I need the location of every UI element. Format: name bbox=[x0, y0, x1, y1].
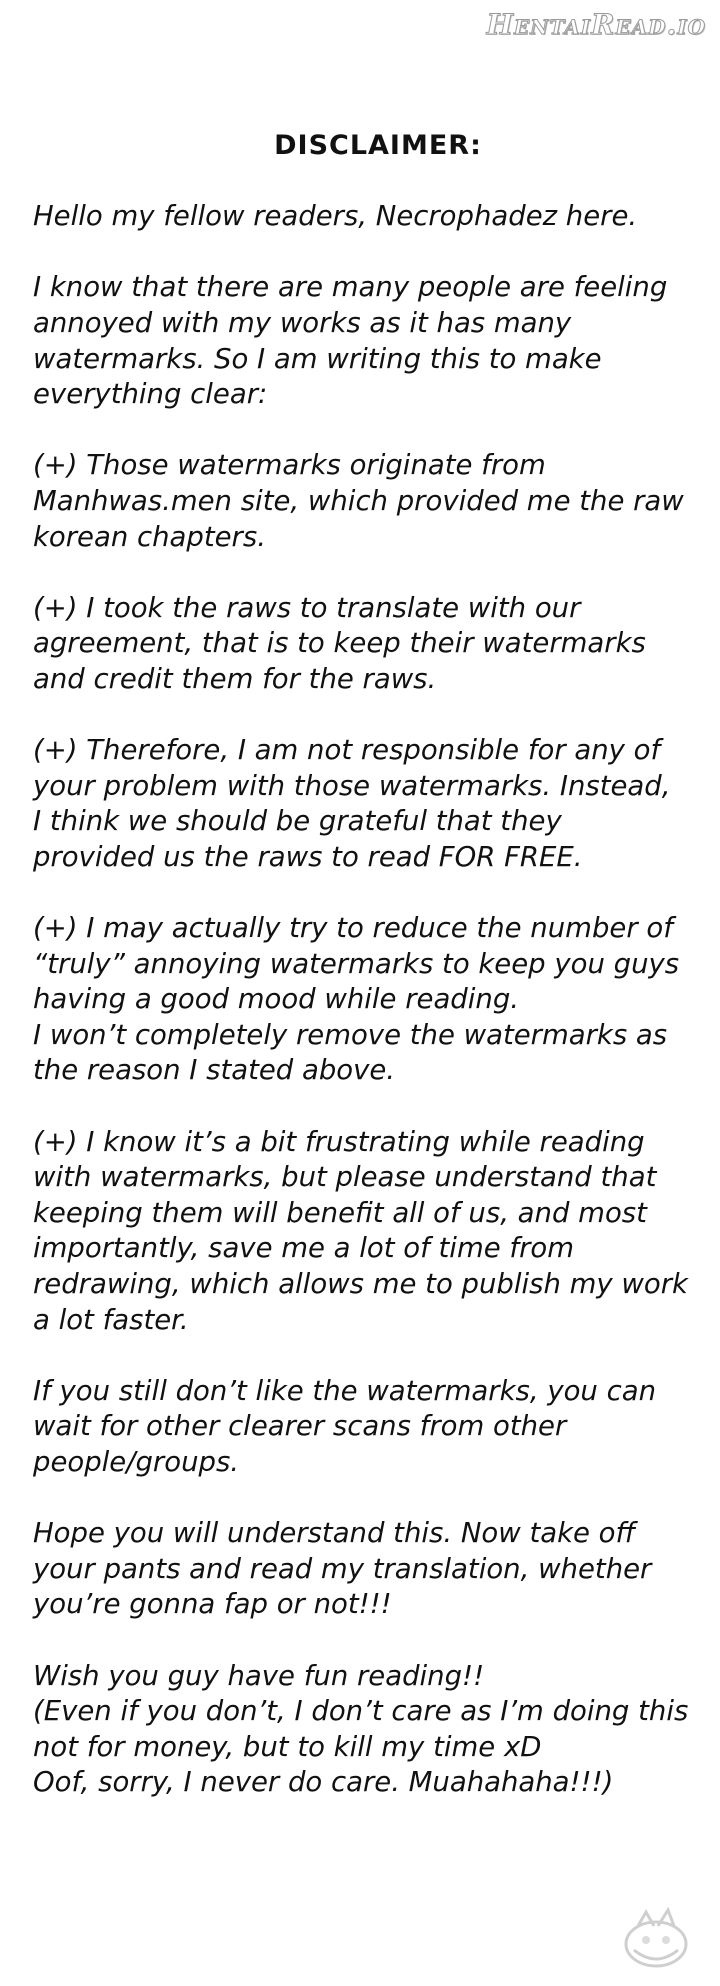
text-line: your pants and read my translation, whether bbox=[33, 1552, 652, 1585]
paragraph-point-agreement bbox=[33, 591, 693, 698]
paragraph-greeting bbox=[33, 199, 693, 235]
text-line: Hello my fellow readers, Necrophadez here. bbox=[33, 200, 638, 233]
text-line: annoyed with my works as it has many bbox=[33, 306, 572, 339]
text-line: agreement, that is to keep their watermarks bbox=[33, 627, 646, 660]
paragraph-point-frustrating bbox=[33, 1125, 693, 1339]
text-line: I won’t completely remove the watermarks as bbox=[33, 1018, 668, 1051]
paragraph-point-reduce bbox=[33, 911, 693, 1089]
text-line: (+) I know it’s a bit frustrating while reading bbox=[33, 1125, 645, 1158]
paragraph-point-origin bbox=[33, 448, 693, 555]
text-line: I think we should be grateful that they bbox=[33, 805, 562, 838]
text-line: (+) Those watermarks originate from bbox=[33, 449, 546, 482]
site-watermark: HentaiRead.io bbox=[486, 8, 706, 41]
text-line: your problem with those watermarks. Instead, bbox=[33, 769, 671, 802]
text-line: (+) I took the raws to translate with our bbox=[33, 591, 581, 624]
text-line: keeping them will benefit all of us, and most bbox=[33, 1196, 647, 1229]
text-line: (+) Therefore, I am not responsible for any of bbox=[33, 734, 661, 767]
text-line: provided us the raws to read FOR FREE. bbox=[33, 840, 583, 873]
paragraph-alternatives bbox=[33, 1374, 693, 1481]
disclaimer-title: DISCLAIMER: bbox=[274, 130, 482, 161]
text-line: Wish you guy have fun reading!! bbox=[33, 1659, 485, 1692]
paragraph-point-responsibility bbox=[33, 733, 693, 875]
text-line: If you still don’t like the watermarks, you can bbox=[33, 1374, 656, 1407]
text-line: watermarks. So I am writing this to make bbox=[33, 342, 602, 375]
paragraph-understand bbox=[33, 1516, 693, 1623]
paragraph-closing bbox=[33, 1659, 693, 1801]
text-line: Oof, sorry, I never do care. Muahahaha!!!) bbox=[33, 1766, 614, 1799]
text-line: (Even if you don’t, I don’t care as I’m doing this bbox=[33, 1695, 689, 1728]
text-line: and credit them for the raws. bbox=[33, 662, 437, 695]
disclaimer-body bbox=[33, 128, 693, 1837]
text-line: people/groups. bbox=[33, 1445, 240, 1478]
text-line: not for money, but to kill my time xD bbox=[33, 1730, 542, 1763]
translator-logo-icon bbox=[616, 1906, 696, 1976]
text-line: korean chapters. bbox=[33, 520, 266, 553]
text-line: the reason I stated above. bbox=[33, 1054, 396, 1087]
text-line: with watermarks, but please understand that bbox=[33, 1161, 657, 1194]
text-line: importantly, save me a lot of time from bbox=[33, 1232, 574, 1265]
text-line: Manhwas.men site, which provided me the raw bbox=[33, 484, 684, 517]
text-line: (+) I may actually try to reduce the number of bbox=[33, 912, 673, 945]
text-line: having a good mood while reading. bbox=[33, 983, 520, 1016]
text-line: I know that there are many people are feeling bbox=[33, 271, 668, 304]
text-line: a lot faster. bbox=[33, 1303, 189, 1336]
text-line: everything clear: bbox=[33, 378, 268, 411]
text-line: “truly” annoying watermarks to keep you guys bbox=[33, 947, 680, 980]
text-line: Hope you will understand this. Now take off bbox=[33, 1517, 636, 1550]
text-line: redrawing, which allows me to publish my work bbox=[33, 1268, 688, 1300]
text-line: wait for other clearer scans from other bbox=[33, 1410, 567, 1443]
text-line: you’re gonna fap or not!!! bbox=[33, 1588, 392, 1621]
paragraph-intro bbox=[33, 270, 693, 412]
